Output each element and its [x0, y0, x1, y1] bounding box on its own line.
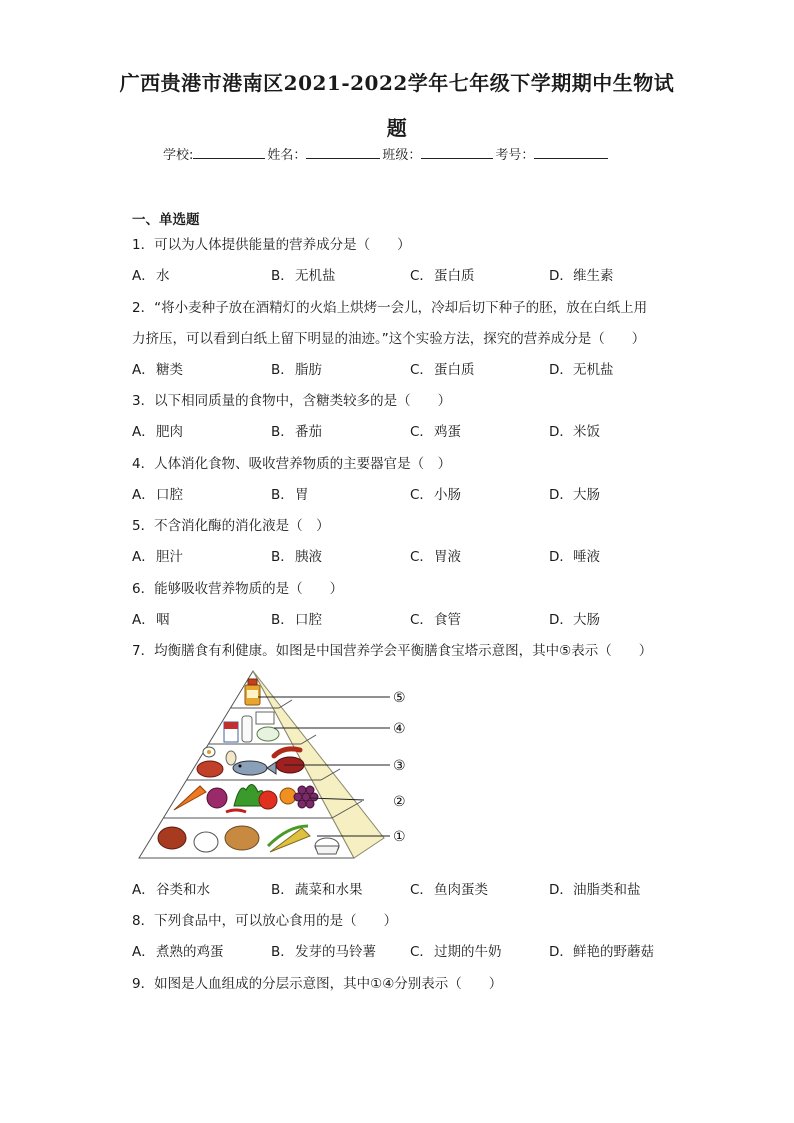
question-3-stem: 3．以下相同质量的食物中，含糖类较多的是（ ）: [132, 393, 452, 409]
option-a[interactable]: [132, 940, 224, 960]
option-text: 口腔: [156, 487, 183, 503]
option-c[interactable]: [410, 878, 488, 898]
option-c[interactable]: [410, 940, 502, 960]
option-b[interactable]: [271, 483, 309, 503]
option-text: 无机盐: [573, 362, 614, 378]
option-key: C．: [410, 268, 433, 284]
option-text: 大肠: [573, 487, 600, 503]
option-key: C．: [410, 612, 433, 628]
section-title: 一、单选题: [132, 212, 200, 228]
option-c[interactable]: [410, 264, 475, 284]
option-text: 米饭: [573, 424, 600, 440]
option-text: 唾液: [573, 549, 600, 565]
option-key: A．: [132, 882, 155, 898]
option-text: 无机盐: [295, 268, 336, 284]
question-9-stem: 9．如图是人血组成的分层示意图，其中①④分别表示（ ）: [132, 976, 503, 992]
option-text: 胰液: [295, 549, 322, 565]
student-info-row: [163, 144, 610, 163]
option-key: C．: [410, 487, 433, 503]
option-key: A．: [132, 268, 155, 284]
option-key: A．: [132, 944, 155, 960]
option-key: D．: [549, 882, 573, 898]
option-d[interactable]: [549, 358, 614, 378]
option-a[interactable]: [132, 545, 183, 565]
option-key: A．: [132, 362, 155, 378]
option-text: 过期的牛奶: [434, 944, 502, 960]
option-text: 鲜艳的野蘑菇: [573, 944, 654, 960]
option-key: D．: [549, 612, 573, 628]
option-d[interactable]: [549, 483, 600, 503]
option-text: 鱼肉蛋类: [434, 882, 488, 898]
option-b[interactable]: [271, 608, 322, 628]
page-title: 广西贵港市港南区2021-2022学年七年级下学期期中生物试: [119, 71, 675, 95]
option-c[interactable]: [410, 483, 461, 503]
option-text: 胆汁: [156, 549, 183, 565]
option-c[interactable]: [410, 545, 461, 565]
question-2-stem-continued: 力挤压，可以看到白纸上留下明显的油迹。”这个实验方法，探究的营养成分是（ ）: [132, 331, 646, 347]
option-d[interactable]: [549, 940, 654, 960]
option-key: D．: [549, 424, 573, 440]
option-key: A．: [132, 424, 155, 440]
option-a[interactable]: [132, 878, 210, 898]
option-c[interactable]: [410, 358, 475, 378]
option-b[interactable]: [271, 264, 336, 284]
option-text: 口腔: [295, 612, 322, 628]
option-text: 食管: [434, 612, 461, 628]
grapes-icon: [294, 786, 318, 808]
option-text: 蔬菜和水果: [295, 882, 363, 898]
question-8-stem: 8．下列食品中，可以放心食用的是（ ）: [132, 913, 398, 929]
option-text: 鸡蛋: [434, 424, 461, 440]
option-key: D．: [549, 268, 573, 284]
question-7-stem: 7．均衡膳食有利健康。如图是中国营养学会平衡膳食宝塔示意图，其中⑤表示（ ）: [132, 643, 653, 659]
food-pyramid-figure: [134, 668, 424, 864]
option-text: 胃液: [434, 549, 461, 565]
number-blank: [534, 146, 608, 159]
option-text: 肥肉: [156, 424, 183, 440]
option-text: 维生素: [573, 268, 614, 284]
option-text: 脂肪: [295, 362, 322, 378]
option-d[interactable]: [549, 545, 600, 565]
option-key: B．: [271, 944, 294, 960]
label-5: ⑤: [393, 690, 406, 706]
school-blank: [193, 146, 265, 159]
question-5-stem: 5．不含消化酶的消化液是（ ）: [132, 518, 330, 534]
option-text: 水: [156, 268, 170, 284]
option-key: D．: [549, 549, 573, 565]
option-key: C．: [410, 882, 433, 898]
option-key: B．: [271, 268, 294, 284]
option-key: D．: [549, 362, 573, 378]
option-a[interactable]: [132, 420, 183, 440]
option-key: C．: [410, 549, 433, 565]
option-key: B．: [271, 549, 294, 565]
pyramid-labels: [393, 690, 406, 845]
option-c[interactable]: [410, 420, 461, 440]
option-key: B．: [271, 424, 294, 440]
question-6-stem: 6．能够吸收营养物质的是（ ）: [132, 581, 344, 597]
option-b[interactable]: [271, 940, 376, 960]
option-b[interactable]: [271, 878, 363, 898]
option-text: 煮熟的鸡蛋: [156, 944, 224, 960]
label-3: ③: [393, 758, 406, 774]
question-1-stem: 1．可以为人体提供能量的营养成分是（ ）: [132, 237, 411, 253]
option-b[interactable]: [271, 420, 322, 440]
option-text: 谷类和水: [156, 882, 210, 898]
label-4: ④: [393, 721, 406, 737]
option-b[interactable]: [271, 358, 322, 378]
option-key: B．: [271, 487, 294, 503]
option-text: 蛋白质: [434, 268, 475, 284]
number-label: 考号：: [495, 148, 535, 163]
option-text: 糖类: [156, 362, 183, 378]
option-d[interactable]: [549, 420, 600, 440]
option-d[interactable]: [549, 608, 600, 628]
option-text: 大肠: [573, 612, 600, 628]
option-c[interactable]: [410, 608, 461, 628]
question-4-stem: 4．人体消化食物、吸收营养物质的主要器官是（ ）: [132, 456, 452, 472]
name-label: 姓名：: [267, 148, 307, 163]
option-key: B．: [271, 882, 294, 898]
option-text: 油脂类和盐: [573, 882, 641, 898]
option-b[interactable]: [271, 545, 322, 565]
option-key: A．: [132, 549, 155, 565]
option-key: B．: [271, 362, 294, 378]
option-text: 番茄: [295, 424, 322, 440]
option-d[interactable]: [549, 264, 614, 284]
option-a[interactable]: [132, 358, 183, 378]
option-a[interactable]: [132, 483, 183, 503]
option-text: 小肠: [434, 487, 461, 503]
option-text: 咽: [156, 612, 170, 628]
option-key: D．: [549, 487, 573, 503]
option-text: 发芽的马铃薯: [295, 944, 376, 960]
option-key: A．: [132, 612, 155, 628]
option-a[interactable]: [132, 264, 170, 284]
name-blank: [306, 146, 380, 159]
question-2-stem: 2．“将小麦种子放在酒精灯的火焰上烘烤一会儿，冷却后切下种子的胚，放在白纸上用: [132, 300, 648, 316]
option-key: C．: [410, 424, 433, 440]
label-1: ①: [393, 829, 406, 845]
label-2: ②: [393, 794, 406, 810]
school-label: 学校:: [163, 148, 194, 163]
class-label: 班级：: [382, 148, 422, 163]
option-key: C．: [410, 944, 433, 960]
option-key: A．: [132, 487, 155, 503]
class-blank: [421, 146, 493, 159]
option-key: D．: [549, 944, 573, 960]
option-a[interactable]: [132, 608, 170, 628]
page-title-continued: 题: [386, 116, 408, 140]
option-key: B．: [271, 612, 294, 628]
option-text: 胃: [295, 487, 309, 503]
option-d[interactable]: [549, 878, 641, 898]
option-text: 蛋白质: [434, 362, 475, 378]
option-key: C．: [410, 362, 433, 378]
